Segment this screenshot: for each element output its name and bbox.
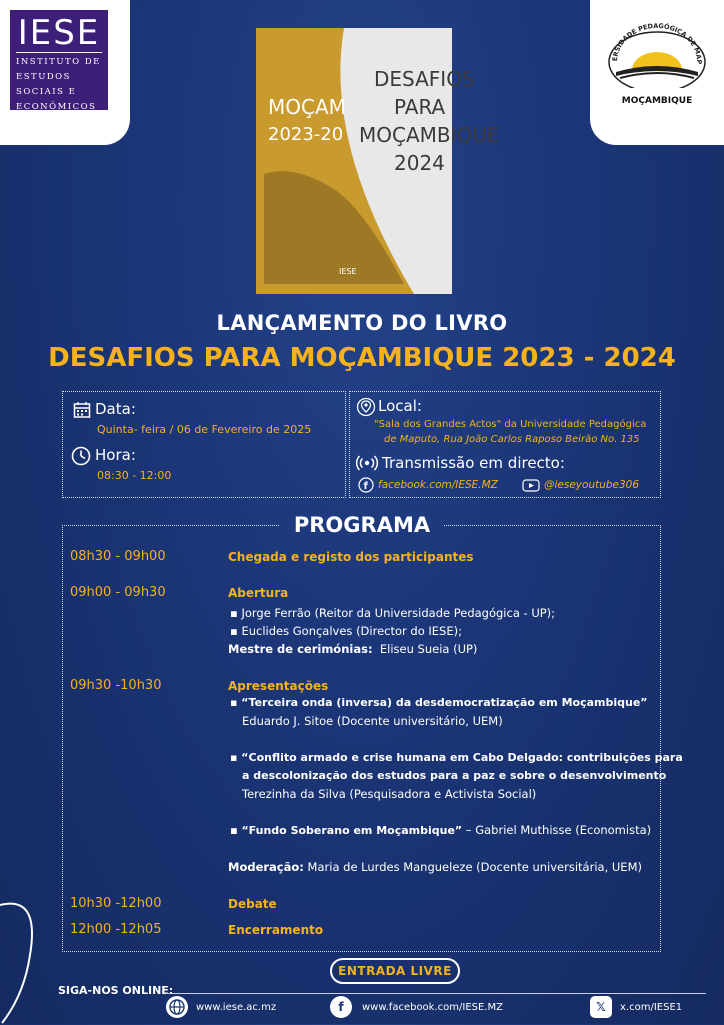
schedule-time-1: 08h30 - 09h00 (70, 549, 166, 564)
date-label: Data: (95, 400, 136, 418)
youtube-icon (522, 479, 540, 492)
up-ring-text: ERSIDADE PEDAGÓGICA DE MAP (610, 21, 704, 65)
schedule-title-1: Chegada e registo dos participantes (228, 550, 474, 564)
presentation-1-author: Eduardo J. Sitoe (Docente universitário, UEM) (242, 714, 503, 728)
broadcast-icon (356, 454, 378, 472)
headline: LANÇAMENTO DO LIVRO (216, 311, 508, 335)
iese-logo-line-1: INSTITUTO DE (16, 57, 101, 67)
follow-divider (166, 993, 706, 994)
website-link[interactable]: www.iese.ac.mz (196, 1002, 277, 1013)
book-title: DESAFIOS PARA MOÇAMBIQUE 2023 - 2024 (48, 343, 676, 373)
date-time-box (62, 391, 346, 498)
facebook-footer-icon: f (330, 996, 352, 1018)
location-pin-icon (356, 397, 376, 417)
book-cover-image (254, 24, 500, 296)
free-entry-badge: ENTRADA LIVRE (330, 958, 460, 984)
calendar-icon (73, 401, 91, 419)
schedule-title-5: Encerramento (228, 923, 324, 937)
book-front-line-3: MOÇAMBIQUE (359, 123, 500, 147)
schedule-time-2: 09h00 - 09h30 (70, 585, 166, 600)
globe-icon (166, 996, 188, 1018)
up-logo (598, 14, 716, 114)
iese-logo-line-2: ESTUDOS (16, 72, 71, 82)
time-value: 08:30 - 12:00 (97, 469, 172, 482)
presentation-1-title: ▪ “Terceira onda (inversa) da desdemocratização em Moçambique” (230, 696, 648, 709)
clock-icon (71, 446, 91, 466)
book-publisher: IESE (339, 267, 357, 276)
location-label: Local: (378, 397, 422, 415)
book-back-line-2: 2023-20 (268, 124, 344, 145)
location-box (349, 391, 661, 498)
schedule-time-3: 09h30 -10h30 (70, 678, 162, 693)
facebook-footer-link[interactable]: www.facebook.com/IESE.MZ (362, 1002, 503, 1013)
location-line-2: de Maputo, Rua João Carlos Raposo Beirão No. 135 (384, 434, 640, 445)
time-label: Hora: (95, 446, 136, 464)
svg-text:f: f (363, 481, 368, 492)
up-seal-icon (598, 14, 716, 88)
facebook-link[interactable]: facebook.com/IESE.MZ (378, 479, 498, 491)
date-value: Quinta- feira / 06 de Fevereiro de 2025 (97, 423, 312, 436)
book-front-line-2: PARA (394, 95, 446, 119)
up-country: MOÇAMBIQUE (621, 96, 693, 106)
iese-logo (10, 10, 108, 110)
opening-speaker-1: ▪ Jorge Ferrão (Reitor da Universidade Pedagógica - UP); (230, 606, 556, 620)
presentation-2-title-2: a descolonização dos estudos para a paz e sobre o desenvolvimento (242, 769, 667, 782)
moderation: Moderação: Maria de Lurdes Mangueleze (Docente universitária, UEM) (228, 860, 642, 874)
schedule-title-3: Apresentações (228, 679, 329, 693)
master-of-ceremonies: Mestre de cerimónias: Eliseu Sueia (UP) (228, 642, 478, 656)
x-link[interactable]: x.com/IESE1 (620, 1002, 683, 1013)
follow-us-label: SIGA-NOS ONLINE: (58, 984, 174, 997)
decorative-arc (0, 895, 40, 1025)
book-front-line-1: DESAFIOS (374, 67, 475, 91)
book-back-line-1: MOÇAM (268, 95, 346, 119)
presentation-2-title-1: ▪ “Conflito armado e crise humana em Cabo Delgado: contribuições para (230, 751, 683, 764)
schedule-time-5: 12h00 -12h05 (70, 922, 162, 937)
opening-speaker-2: ▪ Euclides Gonçalves (Director do IESE); (230, 624, 462, 638)
iese-logo-text: IESE (17, 13, 101, 53)
programa-title: PROGRAMA (280, 513, 444, 537)
location-line-1: "Sala dos Grandes Actos" da Universidade Pedagógica (374, 419, 647, 430)
schedule-time-4: 10h30 -12h00 (70, 896, 162, 911)
book-front-line-4: 2024 (394, 151, 445, 175)
schedule-title-4: Debate (228, 897, 277, 911)
stream-label: Transmissão em directo: (382, 454, 565, 472)
presentation-3: ▪ “Fundo Soberano em Moçambique” – Gabriel Muthisse (Economista) (230, 823, 652, 837)
x-icon: 𝕏 (590, 996, 612, 1018)
iese-logo-line-3: SOCIAIS E (16, 87, 77, 97)
iese-logo-line-4: ECONÓMICOS (16, 102, 97, 112)
presentation-2-author: Terezinha da Silva (Pesquisadora e Activista Social) (242, 787, 537, 801)
schedule-title-2: Abertura (228, 586, 289, 600)
youtube-link[interactable]: @ieseyoutube306 (544, 479, 640, 491)
facebook-icon (358, 477, 374, 493)
